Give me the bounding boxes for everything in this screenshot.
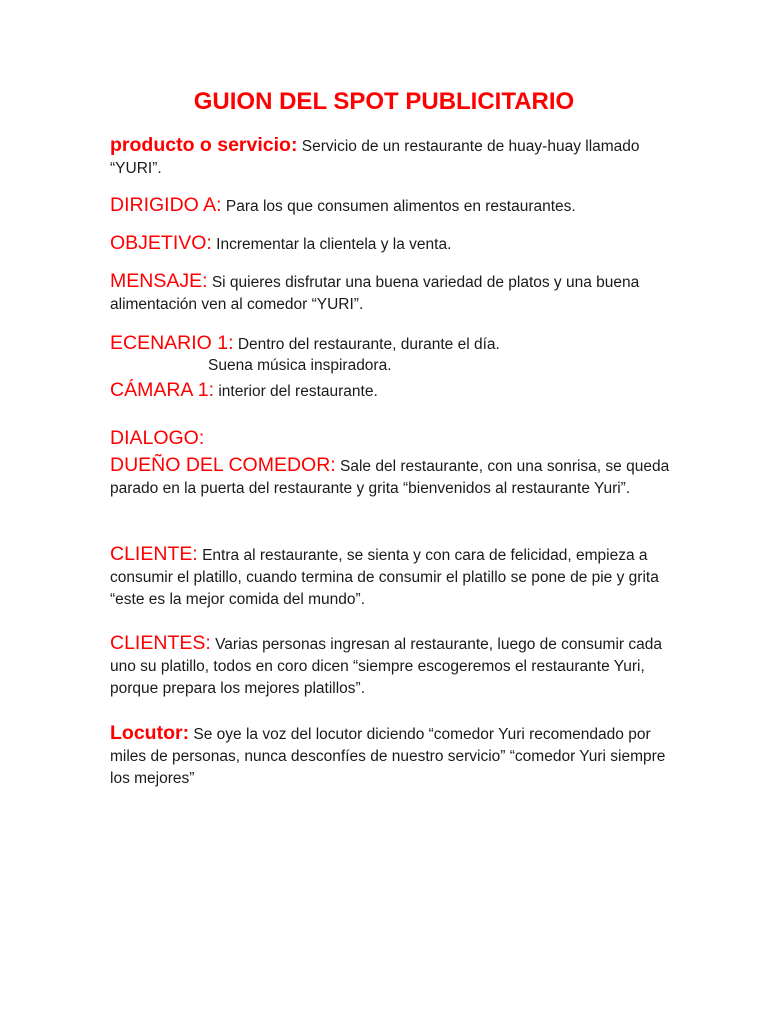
clientes-label: CLIENTES: [110,632,211,654]
producto-text: Servicio de un restaurante de huay-huay llamado “YURI”. [110,138,640,177]
camara-label: CÁMARA 1: [110,379,215,401]
clientes-text: Varias personas ingresan al restaurante, luego de consumir cada uno su platillo, todos en coro dicen “siempre escogeremos el restaurante Yuri, porque prepara los mejores platillos”. [110,636,662,697]
escenario-label: ECENARIO 1: [110,332,234,354]
section-camara [110,379,670,403]
producto-label: producto o servicio: [110,134,298,156]
dueno-label: DUEÑO DEL COMEDOR: [110,454,336,476]
section-dirigido [110,194,670,218]
camara-text: interior del restaurante. [218,383,378,400]
mensaje-label: MENSAJE: [110,270,208,292]
cliente-text: Entra al restaurante, se sienta y con cara de felicidad, empieza a consumir el platillo, cuando termina de consumir el platillo se pone de pie y grita “este es la mejor comida del mundo”. [110,547,659,608]
section-escenario [110,332,670,356]
section-dueno [110,454,670,500]
dialogo-heading: DIALOGO: [110,427,205,449]
locutor-label: Locutor: [110,722,190,744]
dueno-text: Sale del restaurante, con una sonrisa, se queda parado en la puerta del restaurante y grita “bienvenidos al restaurante Yuri”. [110,458,670,497]
section-locutor [110,722,670,790]
mensaje-text: Si quieres disfrutar una buena variedad de platos y una buena alimentación ven al comedor “YURI”. [110,274,640,313]
objetivo-text: Incrementar la clientela y la venta. [216,236,452,253]
section-clientes [110,632,670,700]
section-producto [110,134,670,180]
locutor-text: Se oye la voz del locutor diciendo “comedor Yuri recomendado por miles de personas, nunca desconfíes de nuestro servicio” “comedor Yuri siempre los mejores” [110,726,666,787]
section-mensaje [110,270,670,316]
section-cliente [110,543,670,611]
escenario-text: Dentro del restaurante, durante el día. [237,336,500,353]
dirigido-text: Para los que consumen alimentos en restaurantes. [225,198,576,215]
section-objetivo [110,232,670,256]
objetivo-label: OBJETIVO: [110,232,212,254]
dirigido-label: DIRIGIDO A: [110,194,222,216]
escenario-subtext: Suena música inspiradora. [208,357,392,374]
cliente-label: CLIENTE: [110,543,198,565]
document-title: GUION DEL SPOT PUBLICITARIO [193,88,575,115]
